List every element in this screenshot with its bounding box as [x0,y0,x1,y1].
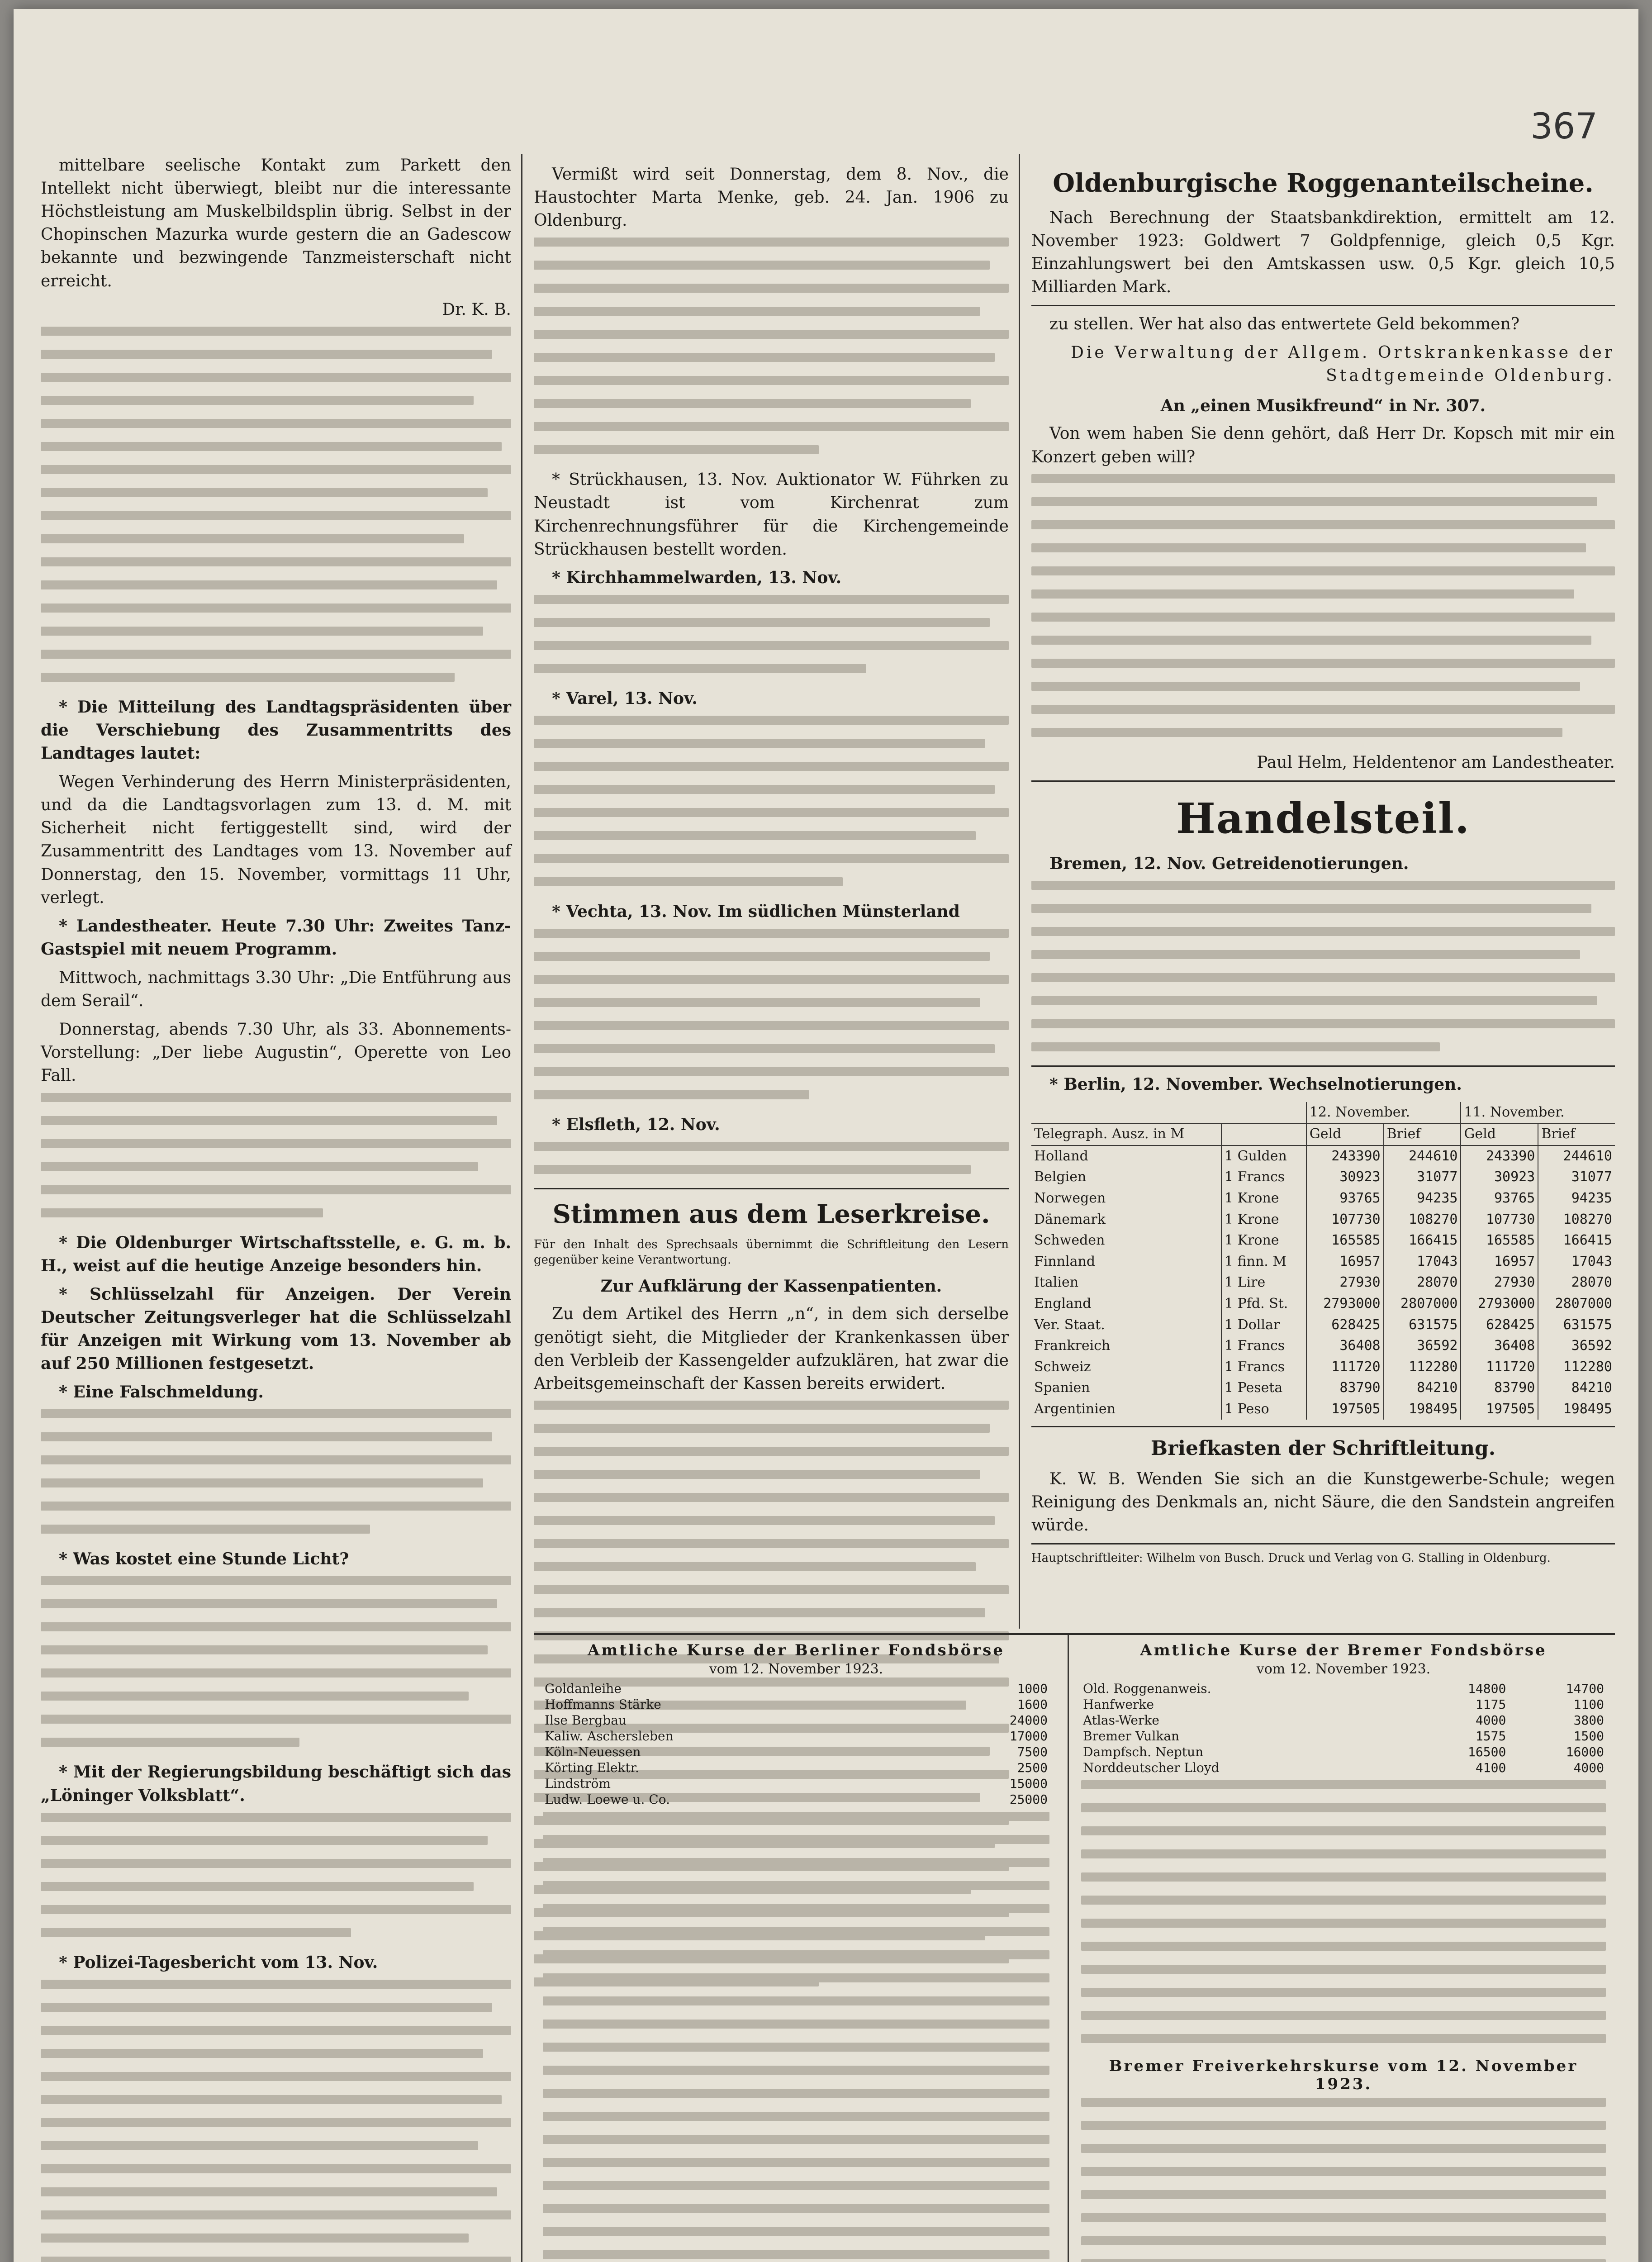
rates-cell: 16957 [1306,1251,1384,1273]
section-divider [1031,1543,1615,1544]
rates-cell: 107730 [1461,1209,1538,1231]
text-filler [41,327,511,682]
briefkasten-heading: Briefkasten der Schriftleitung. [1150,1437,1496,1460]
rates-cell: 2793000 [1461,1293,1538,1315]
rates-header: Telegraph. Ausz. in M [1031,1123,1221,1145]
section-divider [1031,1065,1615,1067]
section-divider [1031,305,1615,306]
text-filler [41,1980,511,2262]
berlin-cell: 15000 [1009,1776,1048,1791]
bremen-cell: 16000 [1566,1744,1604,1759]
rates-cell: 1 Pfd. St. [1221,1293,1306,1315]
briefkasten-body: K. W. B. Wenden Sie sich an die Kunstgewerbe-Schule; wegen Reinigung des Denkmals an, nicht Säure, die den Sandstein angreifen würde. [1031,1469,1615,1535]
table-filler [1081,2098,1606,2262]
berlin-cell: Ilse Bergbau [545,1713,627,1728]
text-filler [1031,881,1615,1051]
page-number: 367 [1530,106,1598,147]
rates-cell: Ver. Staat. [1031,1315,1221,1336]
bremen-exchange-table [1081,1681,1606,1776]
rates-cell: 1 Francs [1221,1357,1306,1378]
regierungsbildung-heading: * Mit der Regierungsbildung beschäftigt sich das „Löninger Volksblatt“. [41,1763,511,1805]
licht-heading: * Was kostet eine Stunde Licht? [59,1549,349,1569]
rates-cell: 1 finn. M [1221,1251,1306,1273]
berlin-cell: 2500 [1017,1760,1048,1775]
stock-exchange-block [534,1633,1615,2262]
rates-cell: Belgien [1031,1167,1221,1188]
column-3 [1031,158,1615,1572]
section-divider [1031,1426,1615,1427]
rates-cell: 112280 [1563,1359,1612,1375]
theater-wednesday: Mittwoch, nachmittags 3.30 Uhr: „Die Entführung aus dem Serail“. [41,968,511,1011]
berlin-cell: 25000 [1009,1792,1048,1807]
rates-cell: 2793000 [1306,1293,1384,1315]
rates-cell: 2807000 [1555,1295,1612,1312]
bremen-row [1081,1728,1606,1744]
bremen-cell: 14700 [1566,1681,1604,1696]
rates-cell: Schweiz [1031,1357,1221,1378]
bremen-cell: Hanfwerke [1083,1697,1154,1712]
bremen-cell: 4000 [1573,1760,1604,1775]
rates-row [1031,1209,1615,1231]
rates-cell: 243390 [1306,1145,1384,1167]
bremen-cell: 14800 [1468,1681,1506,1696]
text-filler [41,1576,511,1747]
rates-cell: 93765 [1306,1188,1384,1209]
berlin-row [543,1776,1049,1792]
text-filler [41,1093,511,1217]
text-filler [534,1142,1009,1174]
rates-cell: 198495 [1384,1399,1461,1420]
rates-header: Brief [1538,1123,1615,1145]
berlin-exchange-date: vom 12. November 1923. [709,1661,883,1677]
rates-row [1031,1293,1615,1315]
rates-cell: 166415 [1563,1232,1612,1249]
bremen-cell: 1100 [1573,1697,1604,1712]
rates-cell: 628425 [1306,1315,1384,1336]
handelsteil-heading: Handelsteil. [1176,794,1470,843]
rates-cell: Argentinien [1031,1399,1221,1420]
rates-cell: 1 Francs [1221,1167,1306,1188]
leserkreis-disclaimer: Für den Inhalt des Sprechsaals übernimmt die Schriftleitung den Lesern gegenüber keine Verantwortung. [534,1237,1009,1267]
strueckhausen-notice: * Strückhausen, 13. Nov. Auktionator W. Führken zu Neustadt ist vom Kirchenrat zum Kirchenrechnungsführer für die Kirchengemeinde Strückhausen bestellt worden. [534,470,1009,559]
berlin-exchange [543,1641,1049,2262]
rates-row [1031,1315,1615,1336]
rates-cell: 197505 [1461,1399,1538,1420]
berlin-body [543,1681,1049,1807]
rates-cell: 17043 [1384,1251,1461,1273]
rates-cell: 1 Krone [1221,1209,1306,1231]
rates-row [1031,1335,1615,1357]
rates-cell: 27930 [1461,1272,1538,1293]
bremen-cell: 4000 [1475,1713,1506,1728]
rates-cell: 631575 [1384,1315,1461,1336]
rates-cell: 83790 [1461,1378,1538,1399]
reply-signature: Paul Helm, Heldentenor am Landestheater. [1257,753,1615,772]
rates-cell: 108270 [1384,1209,1461,1231]
rates-cell: Frankreich [1031,1335,1221,1357]
bremen-cell: 3800 [1573,1713,1604,1728]
rates-row [1031,1251,1615,1273]
rates-row [1031,1378,1615,1399]
bremen-cell: Old. Roggenanweis. [1083,1681,1211,1696]
wirtschaftsstelle-notice: * Die Oldenburger Wirtschaftsstelle, e. G. m. b. H., weist auf die heutige Anzeige besonders hin. [41,1233,511,1275]
bremen-row [1081,1696,1606,1712]
berlin-cell: Lindström [545,1776,611,1791]
berlin-row [543,1712,1049,1728]
review-signature: Dr. K. B. [442,300,511,319]
rates-row [1031,1272,1615,1293]
rates-cell: 197505 [1306,1399,1384,1420]
rates-cell: Holland [1031,1145,1221,1167]
rates-header: Geld [1461,1123,1538,1145]
rates-cell: 93765 [1461,1188,1538,1209]
rates-cell: 166415 [1384,1230,1461,1251]
rates-cell: 27930 [1306,1272,1384,1293]
getreide-heading: Bremen, 12. Nov. Getreidenotierungen. [1049,854,1409,874]
rates-cell: 1 Krone [1221,1230,1306,1251]
berlin-cell: 17000 [1009,1729,1048,1744]
berlin-exchange-title: Amtliche Kurse der Berliner Fondsbörse [588,1641,1005,1659]
rates-cell: 94235 [1571,1190,1612,1206]
elsfleth-heading: * Elsfleth, 12. Nov. [552,1115,720,1135]
rates-cell: 31077 [1384,1167,1461,1188]
theater-thursday: Donnerstag, abends 7.30 Uhr, als 33. Abonnements-Vorstellung: „Der liebe Augustin“, Operette von Leo Fall. [41,1020,511,1085]
rates-cell: Schweden [1031,1230,1221,1251]
rates-cell: 17043 [1571,1253,1612,1269]
rates-cell: 244610 [1563,1148,1612,1164]
berlin-cell: Hoffmanns Stärke [545,1697,661,1712]
landtag-notice: * Die Mitteilung des Landtagspräsidenten über die Verschiebung des Zusammentritts des Landtages lautet: [41,697,511,763]
rates-header [1221,1123,1306,1145]
berlin-cell: 7500 [1017,1744,1048,1759]
rates-cell: England [1031,1293,1221,1315]
rates-row [1031,1167,1615,1188]
rates-cell: Dänemark [1031,1209,1221,1231]
bremen-exchange-date: vom 12. November 1923. [1256,1661,1431,1677]
berlin-cell: Körting Elektr. [545,1760,639,1775]
table-filler [1081,1780,1606,2043]
exchange-rates-table [1031,1102,1615,1420]
berlin-cell: 24000 [1009,1713,1048,1728]
berlin-cell: 1000 [1017,1681,1048,1696]
rates-cell: Finnland [1031,1251,1221,1273]
wechsel-heading: * Berlin, 12. November. Wechselnotierungen. [1049,1075,1462,1094]
rates-cell: 2807000 [1384,1293,1461,1315]
berlin-row [543,1744,1049,1760]
rates-body [1031,1145,1615,1420]
reply-title: An „einen Musikfreund“ in Nr. 307. [1160,396,1486,416]
rates-cell: 1 Peso [1221,1399,1306,1420]
text-filler [1031,474,1615,737]
landestheater-notice: * Landestheater. Heute 7.30 Uhr: Zweites Tanz-Gastspiel mit neuem Programm. [41,916,511,959]
rates-cell: 1 Lire [1221,1272,1306,1293]
rates-cell: 1 Dollar [1221,1315,1306,1336]
newspaper-page [14,9,1638,2262]
rates-cell: 165585 [1461,1230,1538,1251]
rates-cell: 112280 [1384,1357,1461,1378]
rates-header: Geld [1306,1123,1384,1145]
rates-cell: 36592 [1571,1338,1612,1354]
bremen-row [1081,1712,1606,1728]
imprint: Hauptschriftleiter: Wilhelm von Busch. Druck und Verlag von G. Stalling in Oldenburg. [1031,1551,1551,1565]
rates-date-spacer [1031,1102,1306,1124]
rates-cell: 84210 [1384,1378,1461,1399]
berlin-cell: 1600 [1017,1697,1048,1712]
berlin-cell: Köln-Neuessen [545,1744,641,1759]
rates-cell: 111720 [1306,1357,1384,1378]
roggen-heading: Oldenburgische Roggenanteilscheine. [1053,168,1594,198]
vechta-heading: * Vechta, 13. Nov. Im südlichen Münsterland [552,902,960,921]
rates-cell: 1 Francs [1221,1335,1306,1357]
bremen-cell: Norddeutscher Lloyd [1083,1760,1220,1775]
landtag-quote: Wegen Verhinderung des Herrn Ministerpräsidenten, und da die Landtagsvorlagen zum 13. d. M. mit Sicherheit nicht fertiggestellt sind, wird der Zusammentritt des Landtages vom 13. November auf Donnerstag, den 15. November, vormittags 11 Uhr, verlegt. [41,773,511,907]
rates-row [1031,1230,1615,1251]
rates-cell: 1 Peseta [1221,1378,1306,1399]
rates-cell: 108270 [1563,1211,1612,1227]
rates-date-previous: 11. November. [1461,1102,1615,1124]
column-rule-1 [521,154,522,2262]
berlin-row [543,1696,1049,1712]
rates-row [1031,1357,1615,1378]
rates-row [1031,1399,1615,1420]
rates-cell: 244610 [1384,1145,1461,1167]
berlin-row [543,1760,1049,1776]
rates-header-row [1031,1123,1615,1145]
rates-cell: 30923 [1306,1167,1384,1188]
rates-cell: 28070 [1384,1272,1461,1293]
rates-cell: 36592 [1384,1335,1461,1357]
berlin-row [543,1728,1049,1744]
rates-cell: 16957 [1461,1251,1538,1273]
bremen-row [1081,1681,1606,1696]
freiverkehr-title: Bremer Freiverkehrskurse vom 12. November 1923. [1109,2057,1578,2093]
berlin-cell: Kaliw. Aschersleben [545,1729,674,1744]
bremen-cell: 1175 [1475,1697,1506,1712]
rates-cell: Spanien [1031,1378,1221,1399]
berlin-cell: Goldanleihe [545,1681,622,1696]
bremen-cell: Dampfsch. Neptun [1083,1744,1204,1759]
bottom-column-rule [1068,1635,1069,2262]
varel-heading: * Varel, 13. Nov. [552,689,698,708]
column-rule-2 [1019,154,1020,1629]
table-filler [543,1812,1049,2262]
rates-cell: 628425 [1461,1315,1538,1336]
text-filler [41,1409,511,1534]
rates-cell: 165585 [1306,1230,1384,1251]
rates-header: Brief [1384,1123,1461,1145]
letter-title: Zur Aufklärung der Kassenpatienten. [600,1277,942,1296]
rates-row [1031,1145,1615,1167]
rates-cell: 1 Gulden [1221,1145,1306,1167]
rates-cell: 111720 [1461,1357,1538,1378]
review-text: mittelbare seelische Kontakt zum Parkett den Intellekt nicht überwiegt, bleibt nur die interessante Höchstleistung am Muskelbildsplin übrig. Selbst in der Chopinschen Mazurka wurde gestern die an Gadescow bekannte und bezwingende Tanzmeisterschaft nicht erreicht. [41,156,511,290]
bremen-row [1081,1760,1606,1776]
vermisst-notice: Vermißt wird seit Donnerstag, dem 8. Nov., die Haustochter Marta Menke, geb. 24. Jan. 1906 zu Oldenburg. [534,165,1009,230]
kirchhammelwarden-heading: * Kirchhammelwarden, 13. Nov. [552,568,842,587]
berlin-row [543,1792,1049,1807]
rates-cell: 198495 [1563,1401,1612,1417]
rates-cell: 94235 [1384,1188,1461,1209]
rates-cell: Norwegen [1031,1188,1221,1209]
bremen-row [1081,1744,1606,1760]
bremen-cell: 16500 [1468,1744,1506,1759]
kasse-notice: zu stellen. Wer hat also das entwertete Geld bekommen? [1049,314,1520,333]
reply-body: Von wem haben Sie denn gehört, daß Herr Dr. Kopsch mit mir ein Konzert geben will? [1031,424,1615,466]
rates-cell: 36408 [1461,1335,1538,1357]
schluesselzahl-notice: * Schlüsselzahl für Anzeigen. Der Verein Deutscher Zeitungsverleger hat die Schlüsselzahl für Anzeigen mit Wirkung vom 13. November ab auf 250 Millionen festgesetzt. [41,1284,511,1373]
column-1 [41,154,511,2262]
roggen-body: Nach Berechnung der Staatsbankdirektion, ermittelt am 12. November 1923: Goldwert 7 Goldpfennige, gleich 0,5 Kgr. Einzahlungswert bei den Amtskassen usw. 0,5 Kgr. gleich 10,5 Milliarden Mark. [1031,208,1615,296]
bremen-exchange-title: Amtliche Kurse der Bremer Fondsbörse [1140,1641,1547,1659]
letter-body: Zu dem Artikel des Herrn „n“, in dem sich derselbe genötigt sieht, die Mitglieder der Krankenkassen über den Verbleib der Kassengelder aufzuklären, hat zwar die Arbeitsgemeinschaft der Kassen bereits erwidert. [534,1305,1009,1393]
rates-cell: 83790 [1306,1378,1384,1399]
polizei-heading: * Polizei-Tagesbericht vom 13. Nov. [59,1953,378,1972]
rates-cell: 84210 [1571,1380,1612,1396]
section-divider [1031,780,1615,782]
rates-cell: 30923 [1461,1167,1538,1188]
bremen-cell: 1575 [1475,1729,1506,1744]
rates-cell: 107730 [1306,1209,1384,1231]
rates-cell: 28070 [1571,1274,1612,1291]
rates-date-current: 12. November. [1306,1102,1461,1124]
bremen-cell: Bremer Vulkan [1083,1729,1180,1744]
bremen-cell: Atlas-Werke [1083,1713,1159,1728]
berlin-row [543,1681,1049,1696]
bremen-body [1081,1681,1606,1776]
rates-cell: 36408 [1306,1335,1384,1357]
text-filler [534,929,1009,1099]
leserkreis-heading: Stimmen aus dem Leserkreise. [552,1199,990,1230]
rates-cell: 31077 [1571,1169,1612,1185]
bremen-cell: 4100 [1475,1760,1506,1775]
rates-cell: Italien [1031,1272,1221,1293]
text-filler [534,238,1009,454]
rates-cell: 1 Krone [1221,1188,1306,1209]
text-filler [534,595,1009,673]
rates-cell: 243390 [1461,1145,1538,1167]
berlin-exchange-table [543,1681,1049,1807]
section-divider [534,1188,1009,1189]
falschmeldung-heading: * Eine Falschmeldung. [59,1383,264,1402]
text-filler [41,1813,511,1937]
berlin-cell: Ludw. Loewe u. Co. [545,1792,670,1807]
rates-cell: 631575 [1563,1316,1612,1333]
rates-row [1031,1188,1615,1209]
kasse-signature: Die Verwaltung der Allgem. Ortskrankenkasse der Stadtgemeinde Oldenburg. [1070,343,1615,385]
bremen-exchange [1081,1641,1606,2262]
bremen-cell: 1500 [1573,1729,1604,1744]
text-filler [534,716,1009,886]
